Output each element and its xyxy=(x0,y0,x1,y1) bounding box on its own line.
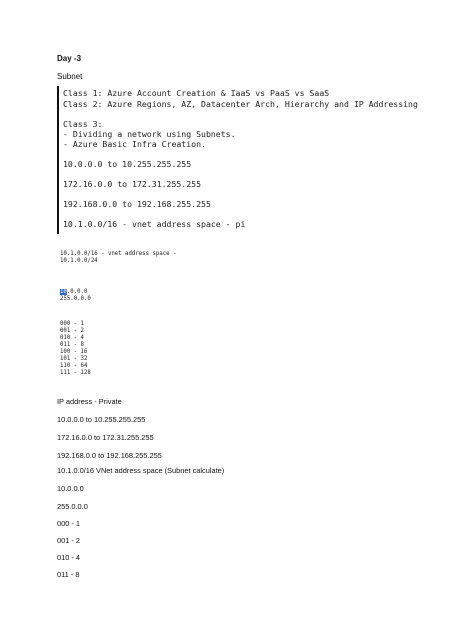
screenshot1-line: 10.0.0.0 to 10.255.255.255 xyxy=(63,159,192,169)
bit-row: 101 - 32 xyxy=(60,356,88,362)
screenshot1-line: 192.168.0.0 to 192.168.255.255 xyxy=(63,199,211,209)
screenshot2-mask: 255.0.0.0 xyxy=(60,296,91,302)
screenshot1-line: 172.16.0.0 to 172.31.255.255 xyxy=(63,179,202,189)
screenshot1-line: Class 3: xyxy=(63,119,103,129)
bit-row: 110 - 64 xyxy=(60,363,88,369)
note-line: 010 - 4 xyxy=(57,553,81,562)
note-line: 001 - 2 xyxy=(57,536,81,545)
bit-row: 001 - 2 xyxy=(60,328,84,334)
screenshot1-line: Class 1: Azure Account Creation & IaaS vs PaaS vs SaaS xyxy=(63,88,330,98)
screenshot2-line: 10.1.0.0/24 xyxy=(60,258,98,264)
screenshot2-line: 10.1.0.0/16 - vnet address space - xyxy=(60,251,177,257)
screenshot1-line: - Dividing a network using Subnets. xyxy=(63,129,236,139)
screenshot1-line: 10.1.0.0/16 - vnet address space - pi xyxy=(63,219,246,229)
page-heading: Day -3 xyxy=(57,54,82,63)
note-line: 10.1.0.0/16 VNet address space (Subnet calculate) xyxy=(57,466,225,475)
bit-row: 011 - 8 xyxy=(60,342,84,348)
selection-highlight: 10 xyxy=(60,289,67,295)
note-line: 255.0.0.0 xyxy=(57,502,88,511)
bit-row: 100 - 16 xyxy=(60,349,88,355)
note-line: 10.0.0.0 to 10.255.255.255 xyxy=(57,415,146,424)
note-line: 011 - 8 xyxy=(57,570,80,579)
note-line: 172.16.0.0 to 172.31.255.255 xyxy=(57,433,154,442)
note-line: 000 - 1 xyxy=(57,519,81,528)
note-line: 10.0.0.0 xyxy=(57,484,84,493)
bit-row: 111 - 128 xyxy=(60,370,91,376)
bit-row: 000 - 1 xyxy=(60,321,84,327)
screenshot1-line: Class 2: Azure Regions, AZ, Datacenter Arch, Hierarchy and IP Addressing xyxy=(63,99,418,109)
screenshot1-line: - Azure Basic Infra Creation. xyxy=(63,139,206,149)
bit-row: 010 - 4 xyxy=(60,335,84,341)
page-subheading: Subnet xyxy=(57,72,83,81)
screenshot2-ip-line: 10.0.0.0 xyxy=(60,289,88,295)
note-line: IP address - Private xyxy=(57,397,122,406)
note-line: 192.168.0.0 to 192.168.255.255 xyxy=(57,451,162,460)
